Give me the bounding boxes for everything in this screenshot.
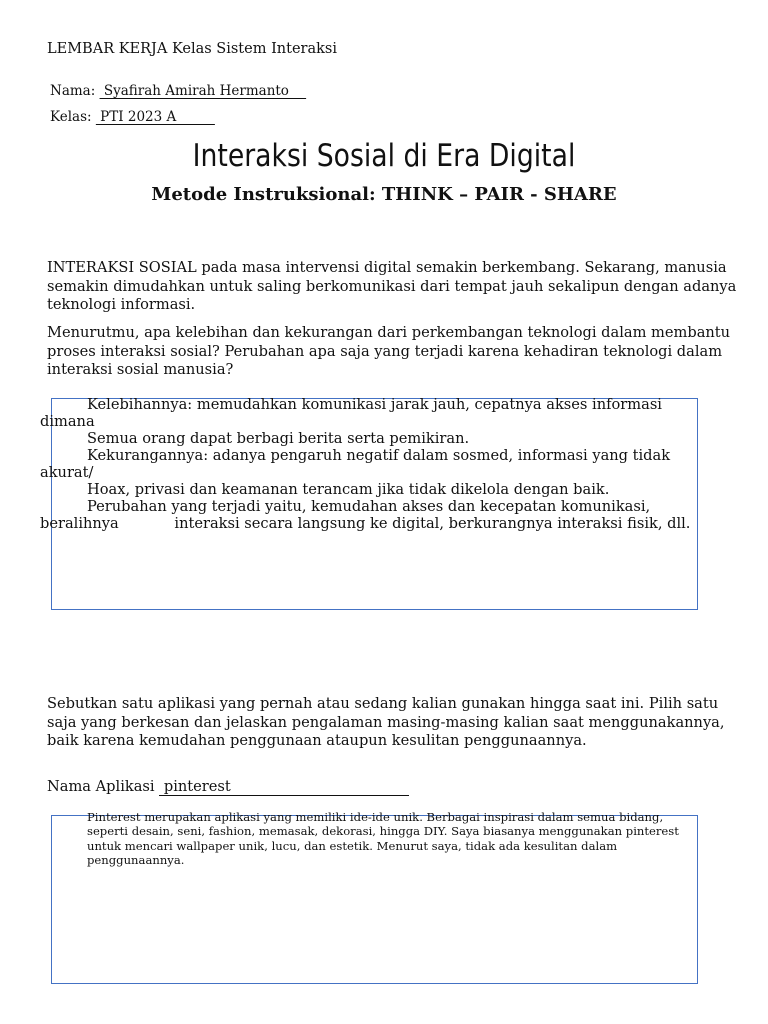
- worksheet-header: LEMBAR KERJA Kelas Sistem Interaksi: [47, 41, 337, 57]
- app-name-label: Nama Aplikasi: [47, 778, 155, 795]
- class-field: [50, 109, 215, 125]
- app-name-field: [47, 778, 409, 796]
- answer-1-line: Perubahan yang terjadi yaitu, kemudahan akses dan kecepatan komunikasi, beralihnya interaksi secara langsung ke digital, berkurangnya interaksi fisik, dll.: [40, 498, 691, 532]
- answer-1-line: Semua orang dapat berbagi berita serta pemikiran.: [87, 430, 470, 447]
- name-label: Nama:: [50, 83, 96, 99]
- answer-1-line: Kelebihannya: memudahkan komunikasi jarak jauh, cepatnya akses informasi dimana: [40, 396, 662, 430]
- answer-1-line: Hoax, privasi dan keamanan terancam jika tidak dikelola dengan baik.: [87, 481, 610, 498]
- intro-paragraph: INTERAKSI SOSIAL pada masa intervensi digital semakin berkembang. Sekarang, manusia semakin dimudahkan untuk saling berkomunikasi dari tempat jauh sekalipun dengan adanya teknologi informasi.: [47, 259, 737, 313]
- class-label: Kelas:: [50, 109, 92, 125]
- page-title: Interaksi Sosial di Era Digital: [192, 138, 576, 174]
- answer-1-text: [40, 396, 700, 532]
- name-field: [50, 83, 306, 99]
- answer-1-line: Kekurangannya: adanya pengaruh negatif dalam sosmed, informasi yang tidak akurat/: [40, 447, 671, 481]
- question-1: Menurutmu, apa kelebihan dan kekurangan dari perkembangan teknologi dalam membantu proses interaksi sosial? Perubahan apa saja yang terjadi karena kehadiran teknologi dalam interaksi sosial manusia?: [47, 324, 731, 378]
- answer-2-text: Pinterest merupakan aplikasi yang memiliki ide-ide unik. Berbagai inspirasi dalam semua bidang, seperti desain, seni, fashion, memasak, dekorasi, hingga DIY. Saya biasanya menggunakan pinterest untuk mencari wallpaper unik, lucu, dan estetik. Menurut saya, tidak ada kesulitan dalam penggunaannya.: [87, 810, 679, 867]
- question-2: Sebutkan satu aplikasi yang pernah atau sedang kalian gunakan hingga saat ini. Pilih satu saja yang berkesan dan jelaskan pengalaman masing-masing kalian saat menggunakannya, baik karena kemudahan penggunaan ataupun kesulitan penggunaannya.: [47, 695, 725, 749]
- page-subtitle: Metode Instruksional: THINK – PAIR - SHARE: [151, 184, 617, 205]
- app-name-value: pinterest: [159, 779, 409, 796]
- class-value: PTI 2023 A: [95, 109, 215, 125]
- name-value: Syafirah Amirah Hermanto: [99, 83, 307, 99]
